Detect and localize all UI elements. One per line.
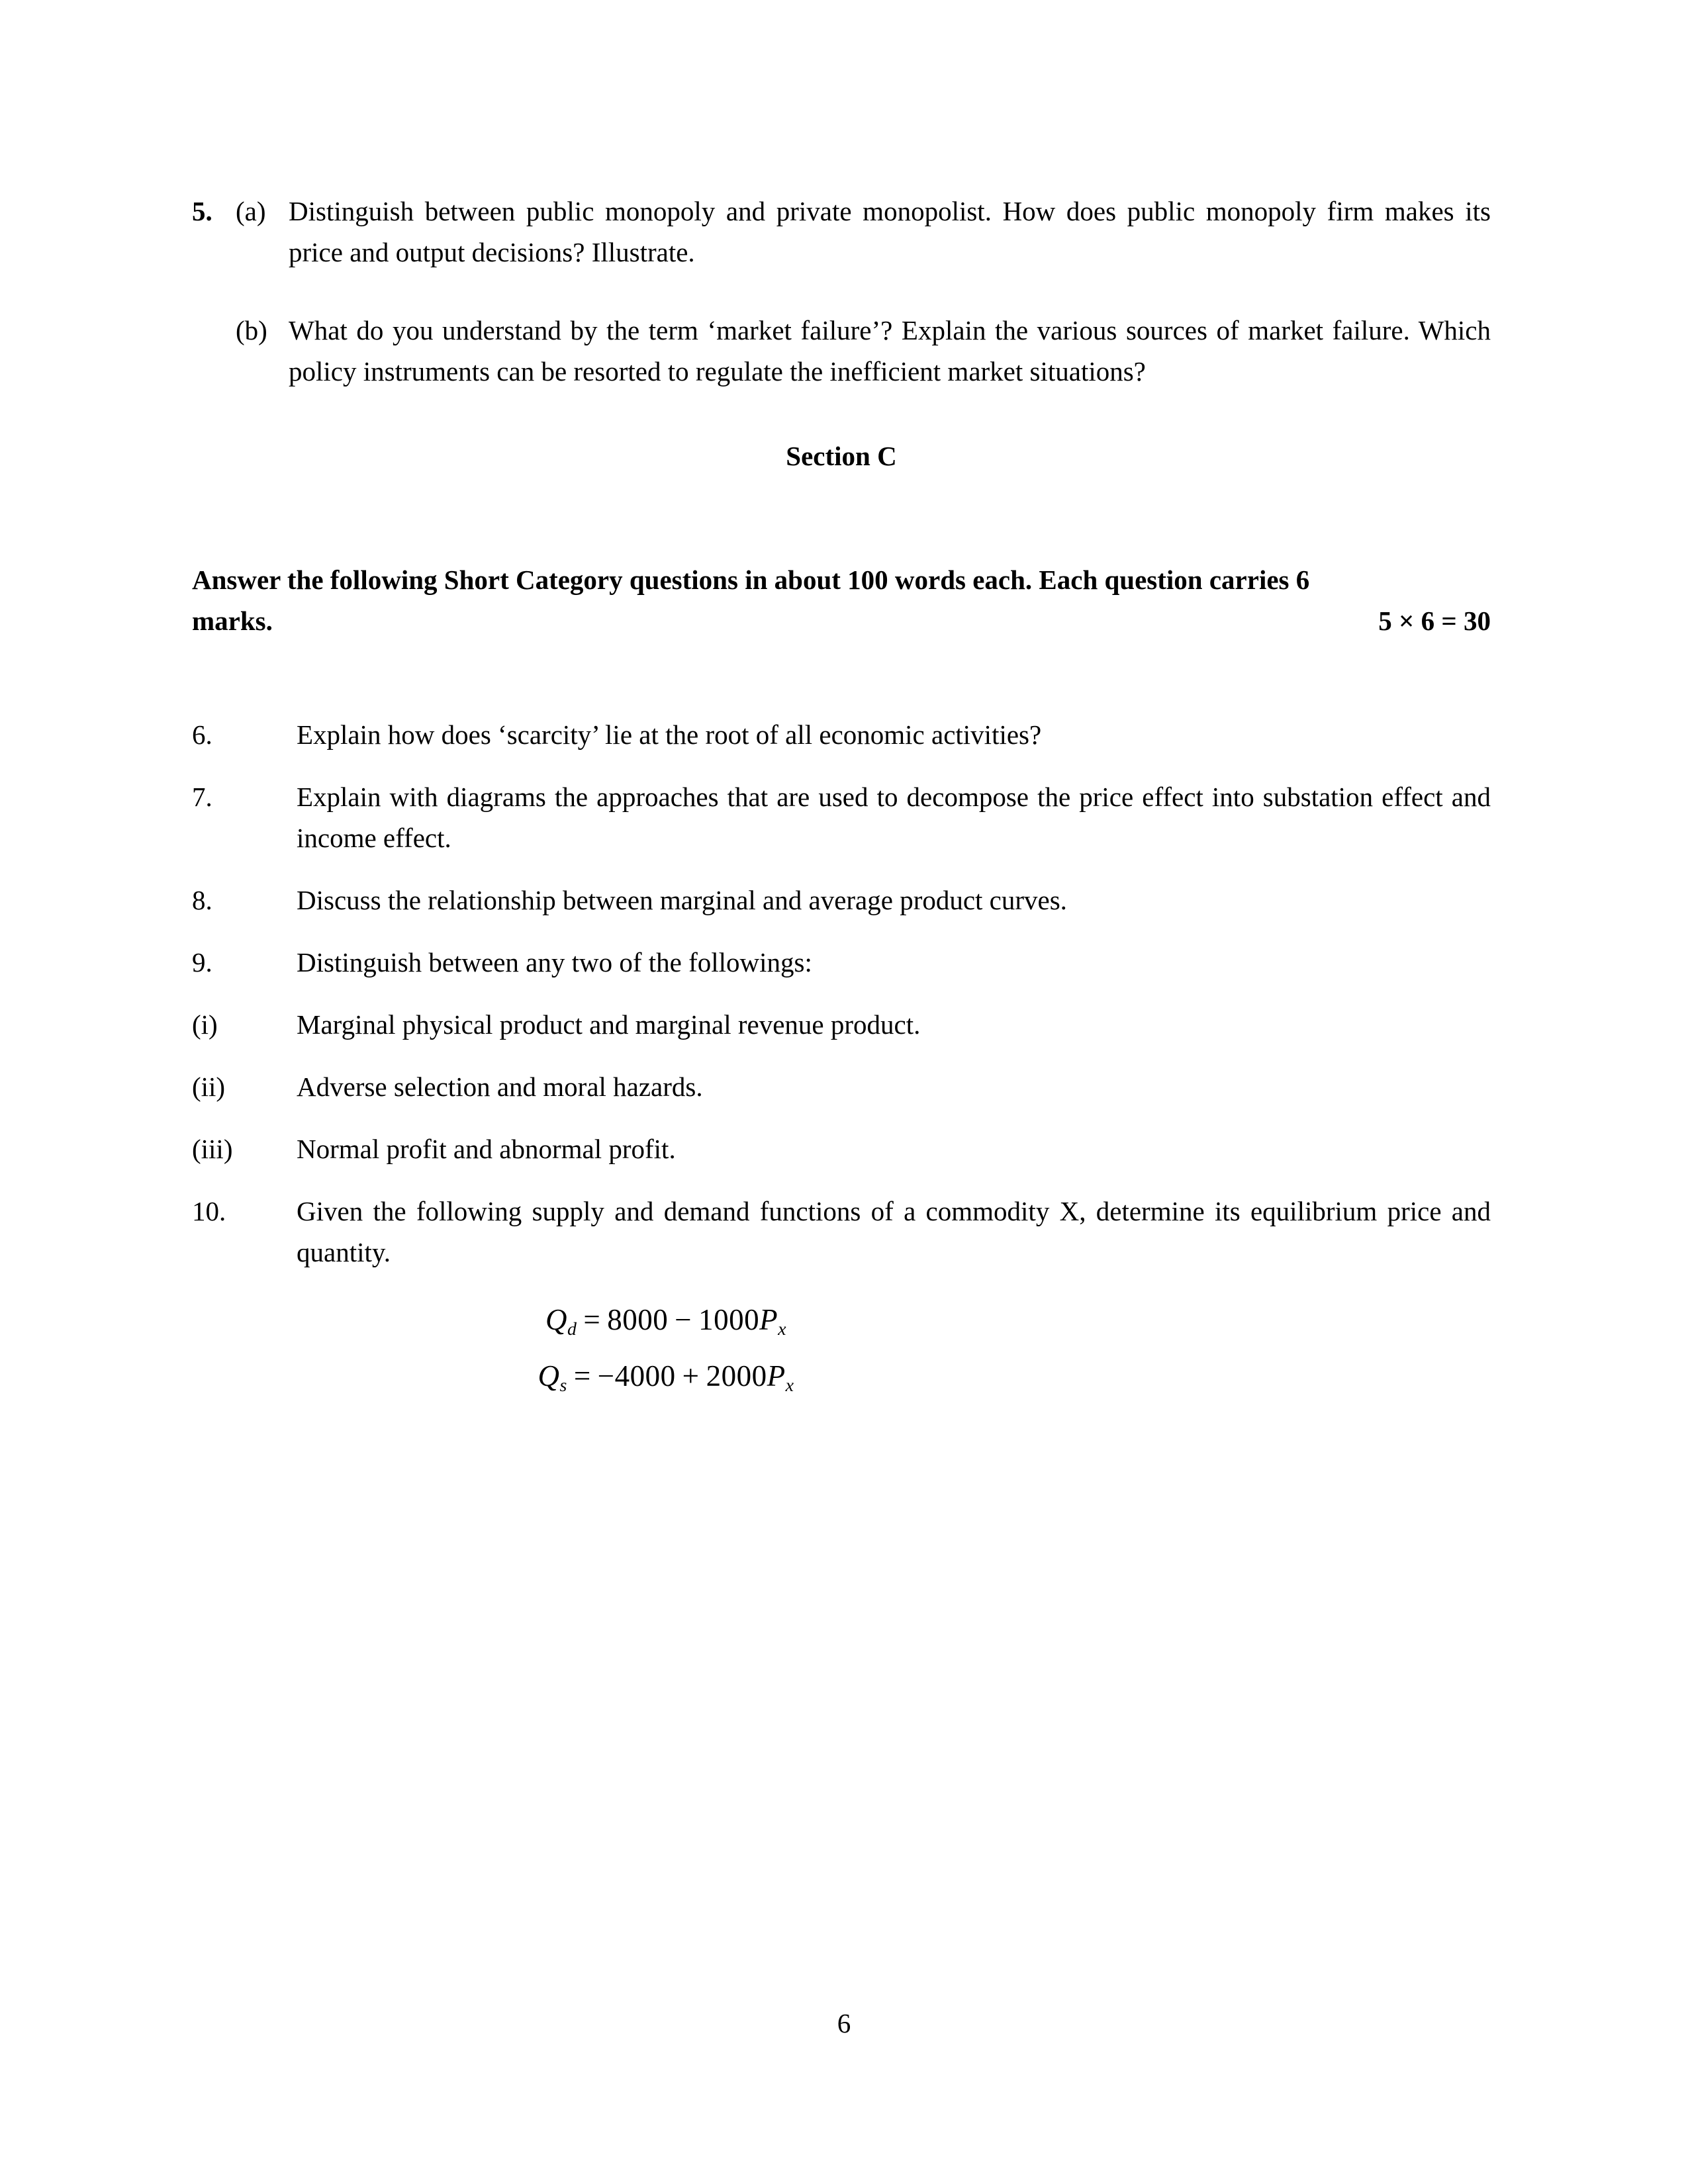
list-item [192, 1128, 1491, 1169]
question-text: Discuss the relationship between marginal and average product curves. [297, 885, 1067, 915]
demand-coefficient: 1000 [698, 1303, 760, 1336]
question-5 [192, 191, 1491, 392]
part-a-label: (a) [236, 196, 266, 226]
instruction-line-2 [192, 600, 1491, 641]
list-item [192, 880, 1491, 921]
question-number: 7. [192, 782, 212, 812]
supply-lhs-variable: Q [538, 1359, 560, 1392]
question-list [192, 714, 1491, 1273]
demand-lhs-variable: Q [545, 1303, 567, 1336]
part-a-text: Distinguish between public monopoly and private monopolist. How does public monopoly firm makes its price and output decisions? Illustrate. [289, 196, 1491, 267]
supply-operator: + [682, 1359, 700, 1392]
equation-block [192, 1294, 1491, 1406]
demand-price-variable: P [759, 1303, 778, 1336]
list-item [192, 1004, 1491, 1045]
supply-coefficient: 2000 [706, 1359, 767, 1392]
question-number: 8. [192, 885, 212, 915]
question-text: Explain how does ‘scarcity’ lie at the root of all economic activities? [297, 719, 1042, 750]
list-item [192, 776, 1491, 858]
list-item [192, 1191, 1491, 1273]
supply-function-equation [192, 1350, 1491, 1406]
marks-formula: 5 × 6 = 30 [1378, 606, 1491, 636]
question-text: Given the following supply and demand functions of a commodity X, determine its equilibrium price and quantity. [297, 1196, 1491, 1267]
part-b-label: (b) [236, 315, 267, 345]
question-5-parts [236, 191, 1491, 392]
supply-constant: −4000 [597, 1359, 676, 1392]
list-item [192, 942, 1491, 983]
supply-lhs-subscript: s [559, 1375, 567, 1396]
supply-price-subscript: x [785, 1375, 794, 1396]
supply-equals-sign: = [573, 1359, 591, 1392]
demand-operator: − [675, 1303, 692, 1336]
question-5-part-a [236, 191, 1491, 273]
question-5-part-b [236, 310, 1491, 392]
question-number: 9. [192, 947, 212, 978]
question-text: Marginal physical product and marginal revenue product. [297, 1009, 921, 1040]
question-number: (ii) [192, 1071, 226, 1102]
section-heading: Section C [786, 441, 897, 471]
demand-function-equation [192, 1294, 1491, 1350]
list-item [192, 1066, 1491, 1107]
question-number: (iii) [192, 1134, 233, 1164]
instruction-line-1: Answer the following Short Category questions in about 100 words each. Each question carries 6 [192, 565, 1310, 595]
question-text: Normal profit and abnormal profit. [297, 1134, 676, 1164]
part-b-text: What do you understand by the term ‘market failure’? Explain the various sources of market failure. Which policy instruments can be resorted to regulate the inefficient market situations? [289, 315, 1491, 387]
page-content [192, 191, 1491, 1406]
question-text: Distinguish between any two of the followings: [297, 947, 812, 978]
demand-equals-sign: = [583, 1303, 601, 1336]
question-text: Adverse selection and moral hazards. [297, 1071, 703, 1102]
demand-price-subscript: x [778, 1319, 787, 1340]
question-number: (i) [192, 1009, 218, 1040]
list-item [192, 714, 1491, 755]
part-spacer [236, 273, 1491, 310]
question-text: Explain with diagrams the approaches that are used to decompose the price effect into substation effect and income effect. [297, 782, 1491, 853]
page-number: 6 [837, 2008, 851, 2038]
instruction-marks-word: marks. [192, 606, 273, 636]
question-number: 10. [192, 1196, 226, 1226]
question-number: 6. [192, 719, 212, 750]
demand-lhs-subscript: d [567, 1319, 577, 1340]
demand-constant: 8000 [607, 1303, 669, 1336]
question-5-number: 5. [192, 196, 212, 226]
supply-price-variable: P [767, 1359, 786, 1392]
